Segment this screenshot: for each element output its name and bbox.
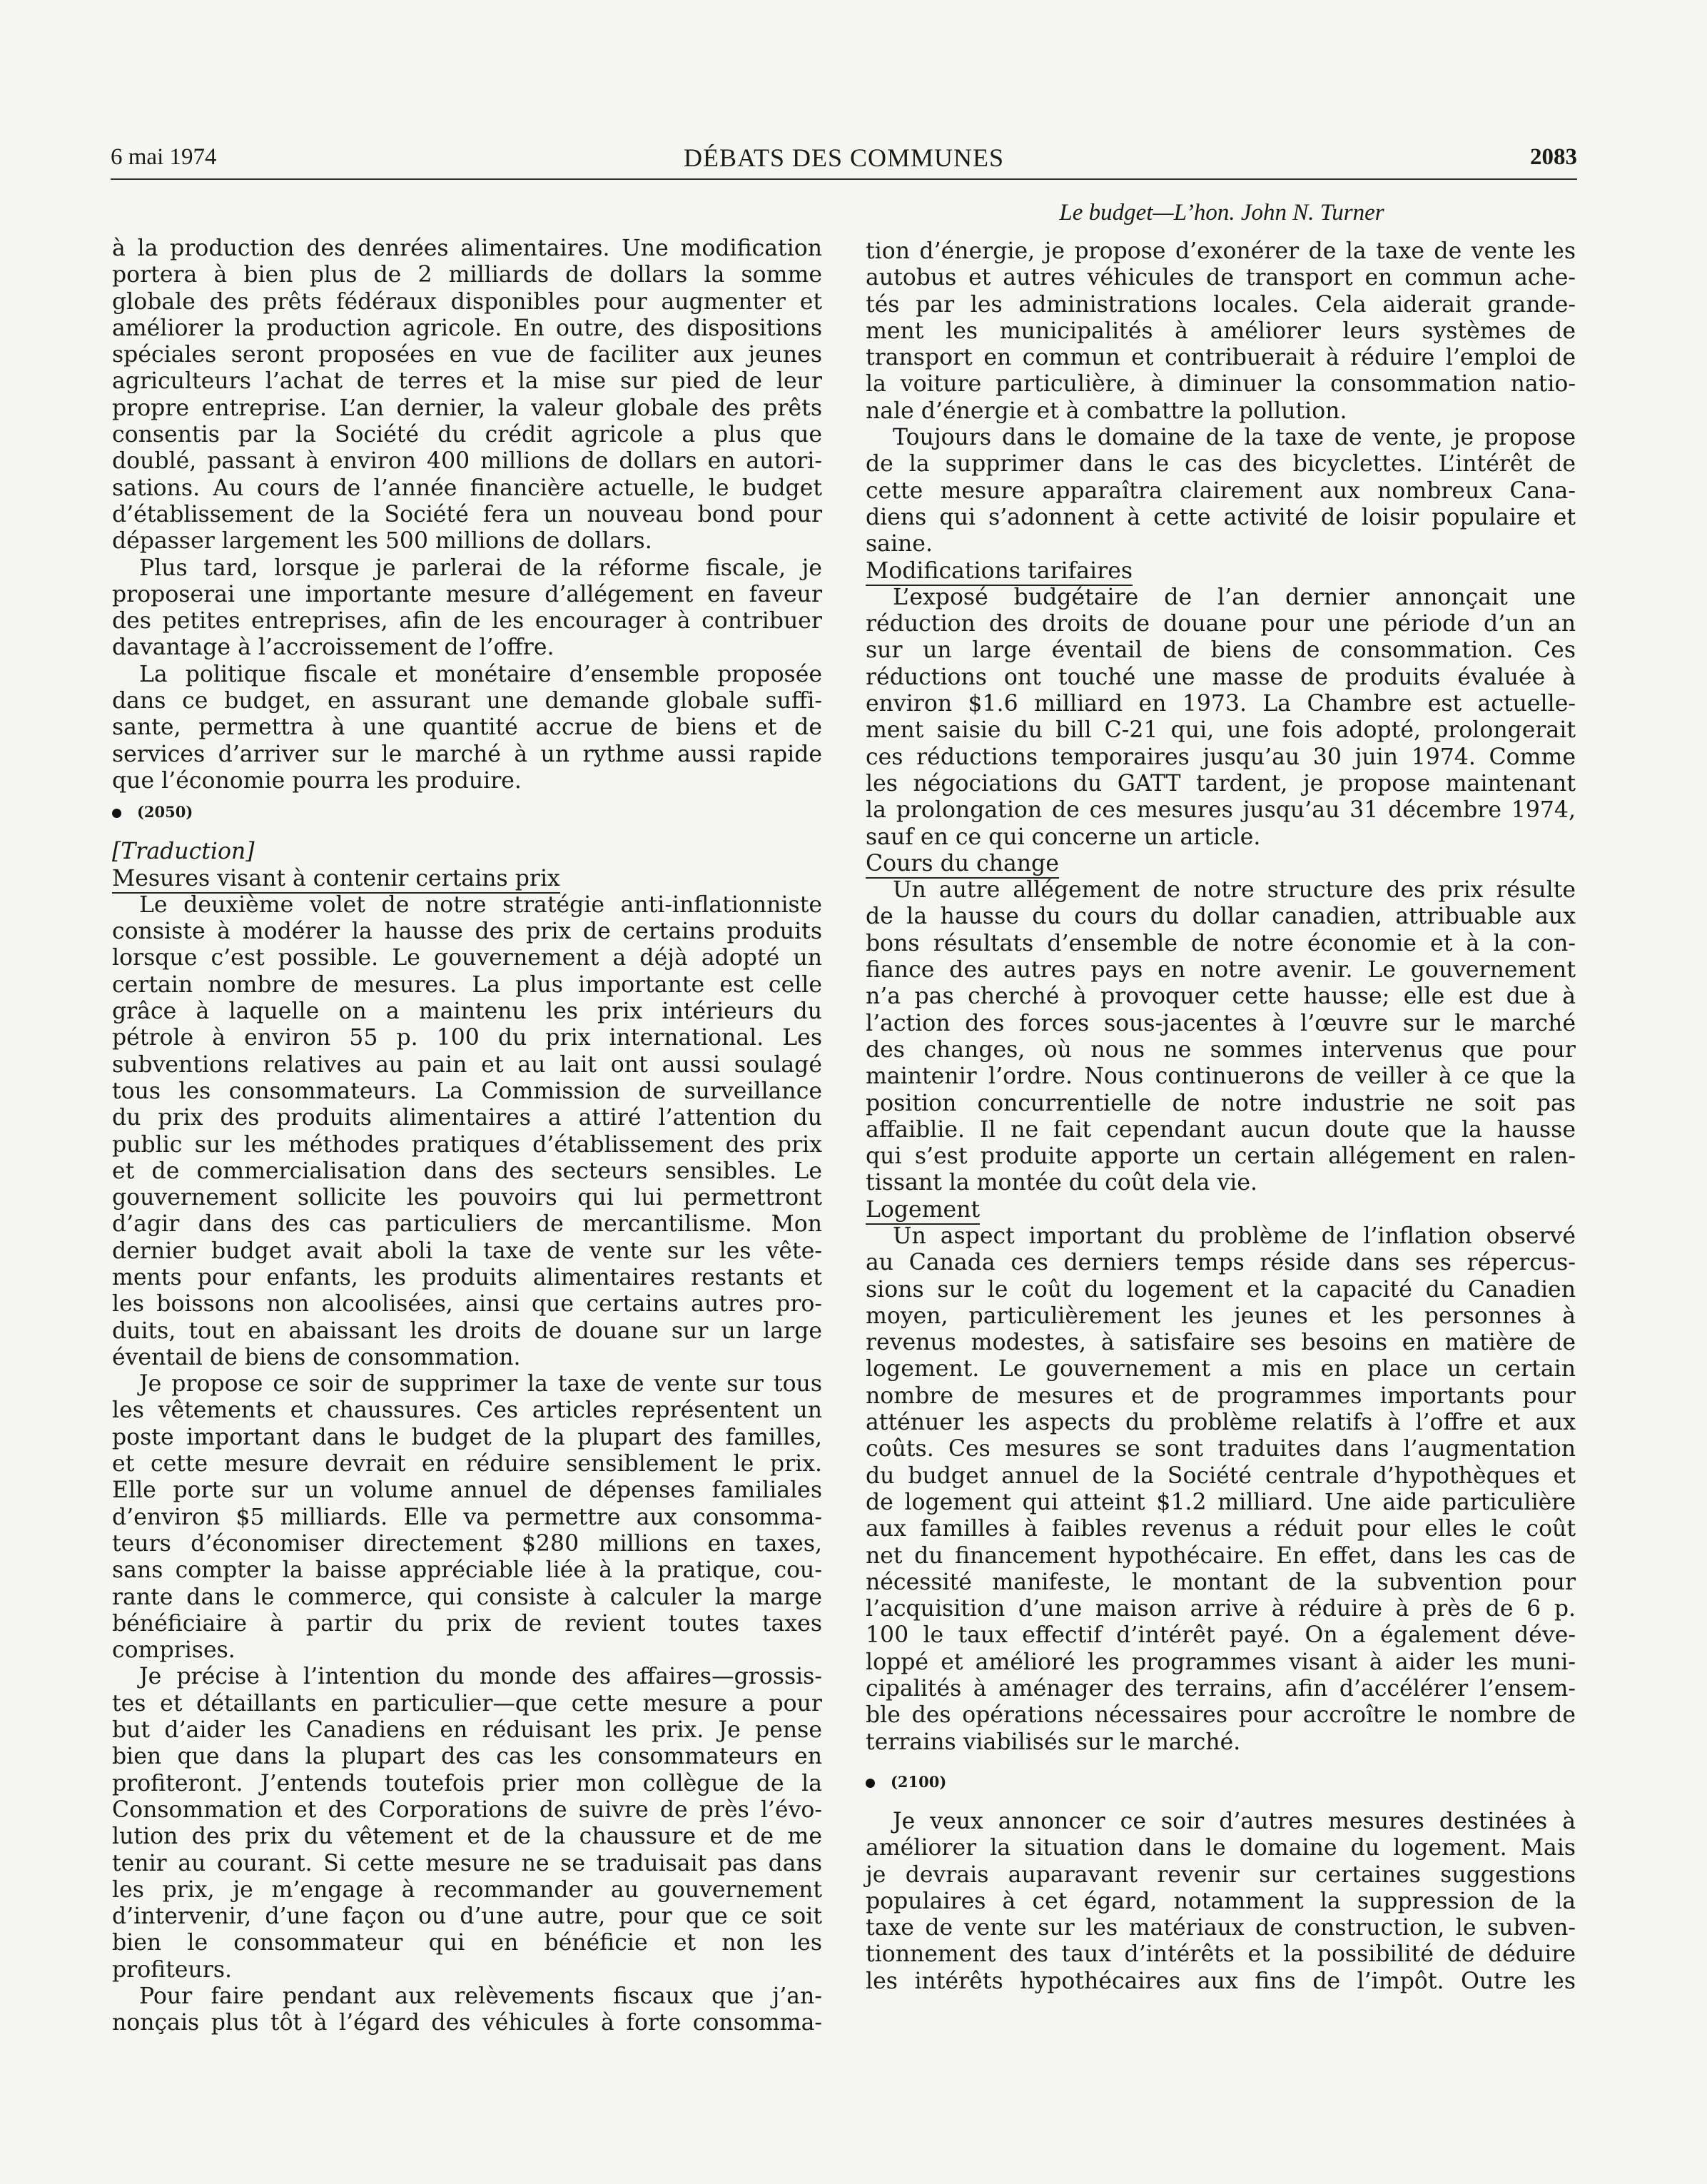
section-heading <box>866 851 1576 877</box>
text-line: améliorer la situation dans le domaine du logement. Mais <box>866 1835 1576 1861</box>
text-line: nonçais plus tôt à l’égard des véhicules à forte consomma- <box>112 2010 822 2036</box>
text-line: public sur les méthodes pratiques d’établissement des prix <box>112 1131 822 1158</box>
text-line: ment saisie du bill C-21 qui, une fois adopté, prolongerait <box>866 717 1576 744</box>
text-line: tés par les administrations locales. Cela aiderait grande- <box>866 291 1576 318</box>
section-heading-text: Logement <box>866 1197 980 1225</box>
text-line: La politique fiscale et monétaire d’ensemble proposée <box>139 661 822 687</box>
text-line: Elle porte sur un volume annuel de dépenses familiales <box>112 1477 822 1504</box>
text-line: de logement qui atteint $1.2 milliard. Une aide particulière <box>866 1489 1576 1515</box>
text-line: globale des prêts fédéraux disponibles pour augmenter et <box>112 288 822 315</box>
text-line: tissant la montée du coût dela vie. <box>866 1170 1257 1196</box>
text-line: éventail de biens de consommation. <box>112 1344 521 1370</box>
text-line: dernier budget avait aboli la taxe de vente sur les vête- <box>112 1238 822 1264</box>
text-line: transport en commun et contribuerait à réduire l’emploi de <box>866 345 1576 371</box>
text-line: sations. Au cours de l’année financière actuelle, le budget <box>112 475 822 501</box>
text-line: tenir au courant. Si cette mesure ne se traduisait pas dans <box>112 1850 822 1876</box>
text-line: au Canada ces derniers temps réside dans ses répercus- <box>866 1250 1576 1276</box>
page-header <box>111 143 1577 180</box>
text-line: dans ce budget, en assurant une demande globale suffi- <box>112 688 822 714</box>
text-line: nécessité manifeste, le montant de la subvention pour <box>866 1569 1576 1595</box>
text-line: Un aspect important du problème de l’inflation observé <box>893 1223 1576 1249</box>
text-line: lution des prix du vêtement et de la chaussure et de me <box>112 1824 822 1850</box>
text-line: Consommation et des Corporations de suivre de près l’évo- <box>112 1796 822 1823</box>
text-line: cette mesure apparaîtra clairement aux nombreux Cana- <box>866 477 1576 504</box>
text-line: du prix des produits alimentaires a attiré l’attention du <box>112 1105 822 1131</box>
section-heading-text: Mesures visant à contenir certains prix <box>112 866 560 894</box>
text-line: taxe de vente sur les matériaux de construction, le subven- <box>866 1915 1576 1941</box>
text-line: sante, permettra à une quantité accrue de biens et de <box>112 714 822 741</box>
text-line: bons résultats d’ensemble de notre économie et à la con- <box>866 930 1576 956</box>
text-line: certain nombre de mesures. La plus importante est celle <box>112 971 822 998</box>
text-line: terrains viabilisés sur le marché. <box>866 1729 1241 1755</box>
text-line: nombre de mesures et de programmes importants pour <box>866 1382 1576 1409</box>
right-column <box>866 238 1576 1995</box>
text-line: les négociations du GATT tardent, je propose maintenant <box>866 770 1576 797</box>
text-line: rante dans le commerce, qui consiste à calculer la marge <box>112 1584 822 1610</box>
text-line: environ $1.6 milliard en 1973. La Chambre est actuelle- <box>866 691 1576 717</box>
text-line: moyen, particulièrement les jeunes et les personnes à <box>866 1303 1576 1329</box>
text-line: grâce à laquelle on a maintenu les prix intérieurs du <box>112 999 822 1025</box>
text-line: d’intervenir, d’une façon ou d’une autre, pour que ce soit <box>112 1904 822 1930</box>
text-line: spéciales seront proposées en vue de faciliter aux jeunes <box>112 342 822 368</box>
text-line: l’action des forces sous-jacentes à l’œuvre sur le marché <box>866 1010 1576 1036</box>
text-line: Pour faire pendant aux relèvements fiscaux que j’an- <box>139 1983 822 2009</box>
text-line: agriculteurs l’achat de terres et la mise sur pied de leur <box>112 368 822 395</box>
text-line: 100 le taux effectif d’intérêt payé. On a également déve- <box>866 1622 1576 1649</box>
text-line: la voiture particulière, à diminuer la consommation natio- <box>866 371 1576 398</box>
text-line: proposerai une importante mesure d’allégement en faveur <box>112 581 822 607</box>
text-line: dépasser largement les 500 millions de dollars. <box>112 528 652 555</box>
text-line: autobus et autres véhicules de transport en commun ache- <box>866 265 1576 291</box>
text-line: nale d’énergie et à combattre la pollution. <box>866 398 1347 424</box>
text-line: maintenir l’ordre. Nous continuerons de veiller à ce que la <box>866 1063 1576 1090</box>
text-line: services d’arriver sur le marché à un rythme aussi rapide <box>112 741 822 767</box>
text-line: les prix, je m’engage à recommander au gouvernement <box>112 1876 822 1903</box>
header-title: DÉBATS DES COMMUNES <box>683 143 1005 172</box>
text-line: coûts. Ces mesures se sont traduites dans l’augmentation <box>866 1436 1576 1462</box>
timestamp-marker <box>866 1764 1576 1800</box>
text-line: net du financement hypothécaire. En effet, dans les cas de <box>866 1542 1576 1569</box>
text-line: poste important dans le budget de la plupart des familles, <box>112 1424 822 1450</box>
text-line: réduction des droits de douane pour une période d’un an <box>866 611 1576 637</box>
text-line: cipalités à aménager des terrains, afin d’accélérer l’ensem- <box>866 1676 1576 1702</box>
text-line: comprises. <box>112 1637 235 1664</box>
text-line: du budget annuel de la Société centrale d’hypothèques et <box>866 1462 1576 1489</box>
text-line: Je propose ce soir de supprimer la taxe de vente sur tous <box>139 1371 822 1397</box>
translation-note: [Traduction] <box>112 839 255 865</box>
text-line: bénéficiaire à partir du prix de revient toutes taxes <box>112 1610 822 1637</box>
text-line: profiteurs. <box>112 1956 233 1983</box>
text-line: revenus modestes, à satisfaire ses besoins en matière de <box>866 1330 1576 1356</box>
text-line: améliorer la production agricole. En outre, des dispositions <box>112 315 822 341</box>
text-line: tionnement des taux d’intérêts et la possibilité de déduire <box>866 1941 1576 1968</box>
text-line: à la production des denrées alimentaires. Une modification <box>112 236 822 261</box>
text-line: ment les municipalités à améliorer leurs systèmes de <box>866 318 1576 344</box>
text-line: consentis par la Société du crédit agricole a plus que <box>112 422 822 448</box>
text-line: gouvernement sollicite les pouvoirs qui lui permettront <box>112 1185 822 1211</box>
section-heading <box>866 1197 1576 1223</box>
timestamp-text: (2050) <box>137 803 193 821</box>
text-line: but d’aider les Canadiens en réduisant les prix. Je pense <box>112 1717 822 1744</box>
text-line: sans compter la baisse appréciable liée à la pratique, cou- <box>112 1557 822 1584</box>
text-line: populaires à cet égard, notamment la suppression de la <box>866 1888 1576 1914</box>
text-line: position concurrentielle de notre industrie ne soit pas <box>866 1090 1576 1116</box>
text-line: les vêtements et chaussures. Ces articles représentent un <box>112 1397 822 1424</box>
text-line: Le deuxième volet de notre stratégie anti-inflationniste <box>139 891 822 918</box>
text-line: sur un large éventail de biens de consommation. Ces <box>866 637 1576 664</box>
bullet-icon <box>866 1779 875 1788</box>
text-line: des changes, où nous ne sommes intervenus que pour <box>866 1036 1576 1063</box>
text-line: lorsque c’est possible. Le gouvernement a déjà adopté un <box>112 945 822 971</box>
text-line: Je précise à l’intention du monde des affaires—grossis- <box>139 1664 822 1690</box>
text-line: consiste à modérer la hausse des prix de certains produits <box>112 919 822 945</box>
text-line: ces réductions temporaires jusqu’au 30 juin 1974. Comme <box>866 744 1576 770</box>
text-line: qui s’est produite apporte un certain allégement en ralen- <box>866 1143 1576 1170</box>
section-heading <box>112 866 822 892</box>
text-line: d’établissement de la Société fera un nouveau bond pour <box>112 501 822 527</box>
text-line: tous les consommateurs. La Commission de surveillance <box>112 1078 822 1104</box>
text-line: d’agir dans des cas particuliers de mercantilisme. Mon <box>112 1211 822 1238</box>
text-line: sions sur le coût du logement et la capacité du Canadien <box>866 1276 1576 1303</box>
text-line: sauf en ce qui concerne un article. <box>866 824 1261 850</box>
text-line: loppé et amélioré les programmes visant à aider les muni- <box>866 1649 1576 1675</box>
section-heading-text: Modifications tarifaires <box>866 558 1133 586</box>
text-line: et de commercialisation dans des secteurs sensibles. Le <box>112 1158 822 1184</box>
text-line: des petites entreprises, afin de les encourager à contribuer <box>112 608 822 635</box>
text-line: tion d’énergie, je propose d’exonérer de la taxe de vente les <box>866 238 1576 264</box>
text-line: saine. <box>866 531 933 557</box>
section-heading-text: Cours du change <box>866 851 1059 879</box>
text-line: Je veux annoncer ce soir d’autres mesures destinées à <box>893 1808 1576 1834</box>
text-line: subventions relatives au pain et au lait ont aussi soulagé <box>112 1051 822 1078</box>
text-line: affaiblie. Il ne fait cependant aucun doute que la hausse <box>866 1116 1576 1143</box>
text-line: aux familles à faibles revenus a réduit pour elles le coût <box>866 1516 1576 1542</box>
text-line: ments pour enfants, les produits alimentaires restants et <box>112 1264 822 1290</box>
text-line: tes et détaillants en particulier—que cette mesure a pour <box>112 1690 822 1717</box>
text-line: diens qui s’adonnent à cette activité de loisir populaire et <box>866 504 1576 530</box>
text-line: L’exposé budgétaire de l’an dernier annonçait une <box>893 584 1576 610</box>
text-line: les intérêts hypothécaires aux fins de l’impôt. Outre les <box>866 1968 1576 1994</box>
timestamp-marker <box>112 794 822 830</box>
text-line: Plus tard, lorsque je parlerai de la réforme fiscale, je <box>139 555 822 581</box>
text-line: teurs d’économiser directement $280 millions en taxes, <box>112 1530 822 1557</box>
text-line: que l’économie pourra les produire. <box>112 767 522 794</box>
running-head: Le budget—L’hon. John N. Turner <box>1059 200 1384 226</box>
text-line: je devrais auparavant revenir sur certaines suggestions <box>866 1861 1576 1888</box>
text-line: de la supprimer dans le cas des bicyclettes. L’intérêt de <box>866 451 1576 477</box>
text-line: doublé, passant à environ 400 millions de dollars en autori- <box>112 448 822 475</box>
text-line: atténuer les aspects du problème relatifs à l’offre et aux <box>866 1410 1576 1436</box>
text-line: bien le consommateur qui en bénéficie et non les <box>112 1930 822 1956</box>
left-column <box>112 236 822 2037</box>
text-line: et cette mesure devrait en réduire sensiblement le prix. <box>112 1451 822 1477</box>
text-line: les boissons non alcoolisées, ainsi que certains autres pro- <box>112 1291 822 1318</box>
text-line: duits, tout en abaissant les droits de douane sur un large <box>112 1318 822 1344</box>
header-date: 6 mai 1974 <box>111 144 217 170</box>
text-line: portera à bien plus de 2 milliards de dollars la somme <box>112 262 822 288</box>
text-line: bien que dans la plupart des cas les consommateurs en <box>112 1744 822 1770</box>
text-line: Toujours dans le domaine de la taxe de vente, je propose <box>893 425 1576 451</box>
text-line: n’a pas cherché à provoquer cette hausse; elle est due à <box>866 984 1576 1010</box>
text-line: profiteront. J’entends toutefois prier mon collègue de la <box>112 1770 822 1796</box>
page-number: 2083 <box>1530 144 1577 170</box>
text-line: d’environ $5 milliards. Elle va permettre aux consomma- <box>112 1504 822 1530</box>
text-line: l’acquisition d’une maison arrive à réduire à près de 6 p. <box>866 1596 1576 1622</box>
timestamp-text: (2100) <box>891 1772 947 1791</box>
text-line: logement. Le gouvernement a mis en place un certain <box>866 1356 1576 1382</box>
section-heading <box>866 558 1576 585</box>
text-line: pétrole à environ 55 p. 100 du prix international. Les <box>112 1025 822 1051</box>
text-line: propre entreprise. L’an dernier, la valeur globale des prêts <box>112 395 822 421</box>
text-line: fiance des autres pays en notre avenir. Le gouvernement <box>866 957 1576 984</box>
text-line: davantage à l’accroissement de l’offre. <box>112 635 554 661</box>
text-line: Un autre allégement de notre structure des prix résulte <box>893 877 1576 904</box>
text-line: réductions ont touché une masse de produits évaluée à <box>866 664 1576 690</box>
bullet-icon <box>112 809 121 818</box>
text-line: ble des opérations nécessaires pour accroître le nombre de <box>866 1702 1576 1729</box>
text-line: de la hausse du cours du dollar canadien, attribuable aux <box>866 904 1576 930</box>
text-line: la prolongation de ces mesures jusqu’au 31 décembre 1974, <box>866 797 1576 824</box>
